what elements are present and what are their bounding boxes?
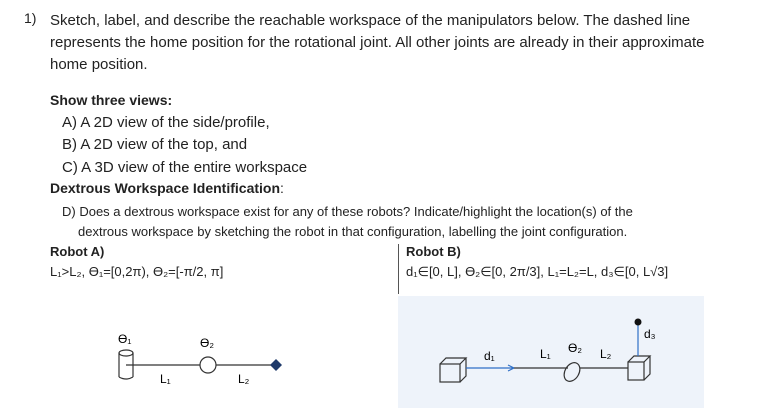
robot-b-d3-label: d₃: [644, 327, 656, 341]
robot-a-title: Robot A): [50, 244, 105, 259]
robot-a-l1-label: L₁: [160, 372, 171, 386]
view-item-b: B) A 2D view of the top, and: [62, 136, 248, 153]
robot-b-theta2-label: ϴ₂: [568, 341, 582, 355]
joint-1-top: [119, 350, 133, 356]
robot-a-diagram: [100, 325, 300, 400]
base-cube-front: [440, 364, 460, 382]
robot-b-d1-label: d₁: [484, 349, 495, 363]
robot-b-l2-label: L₂: [600, 347, 612, 361]
joint-1-bottom: [119, 377, 133, 379]
robot-a-l2-label: L₂: [238, 372, 250, 386]
d3-end-point: [635, 319, 642, 326]
question-number: 1): [24, 10, 37, 26]
robot-b-diagram: [430, 312, 700, 402]
robot-a-spec: L₁>L₂, ϴ₁=[0,2π), ϴ₂=[-π/2, π]: [50, 264, 224, 279]
joint-theta2: [561, 360, 583, 384]
dextrous-line-2: dextrous workspace by sketching the robot in that configuration, labelling the joint configuration.: [78, 224, 628, 239]
dextrous-heading-line: [50, 180, 284, 196]
end-cube-depth: [628, 356, 650, 380]
dextrous-line-1: D) Does a dextrous workspace exist for any of these robots? Indicate/highlight the location(s) of the: [62, 204, 633, 219]
views-heading: Show three views:: [50, 92, 173, 108]
dextrous-heading: Dextrous Workspace Identification: [50, 180, 281, 196]
view-item-a: A) A 2D view of the side/profile,: [62, 114, 270, 131]
question-intro: Sketch, label, and describe the reachable workspace of the manipulators below. The dashed line represents the home position for the rotational joint. All other joints are already in their approximate home position.: [50, 12, 705, 73]
robot-b-l1-label: L₁: [540, 347, 551, 361]
end-cube-front: [628, 362, 644, 380]
view-item-c: C) A 3D view of the entire workspace: [62, 159, 308, 176]
robot-a-theta1-label: ϴ₁: [118, 332, 132, 346]
robot-b-title: Robot B): [406, 244, 461, 259]
joint-2: [200, 357, 216, 373]
end-effector-diamond: [270, 359, 282, 371]
robot-divider: [398, 244, 399, 294]
robot-b-spec: d₁∈[0, L], ϴ₂∈[0, 2π/3], L₁=L₂=L, d₃∈[0, L√3]: [406, 264, 669, 279]
dextrous-heading-colon: :: [280, 180, 284, 196]
robot-a-theta2-label: ϴ₂: [200, 336, 214, 350]
base-cube-depth: [440, 358, 466, 382]
